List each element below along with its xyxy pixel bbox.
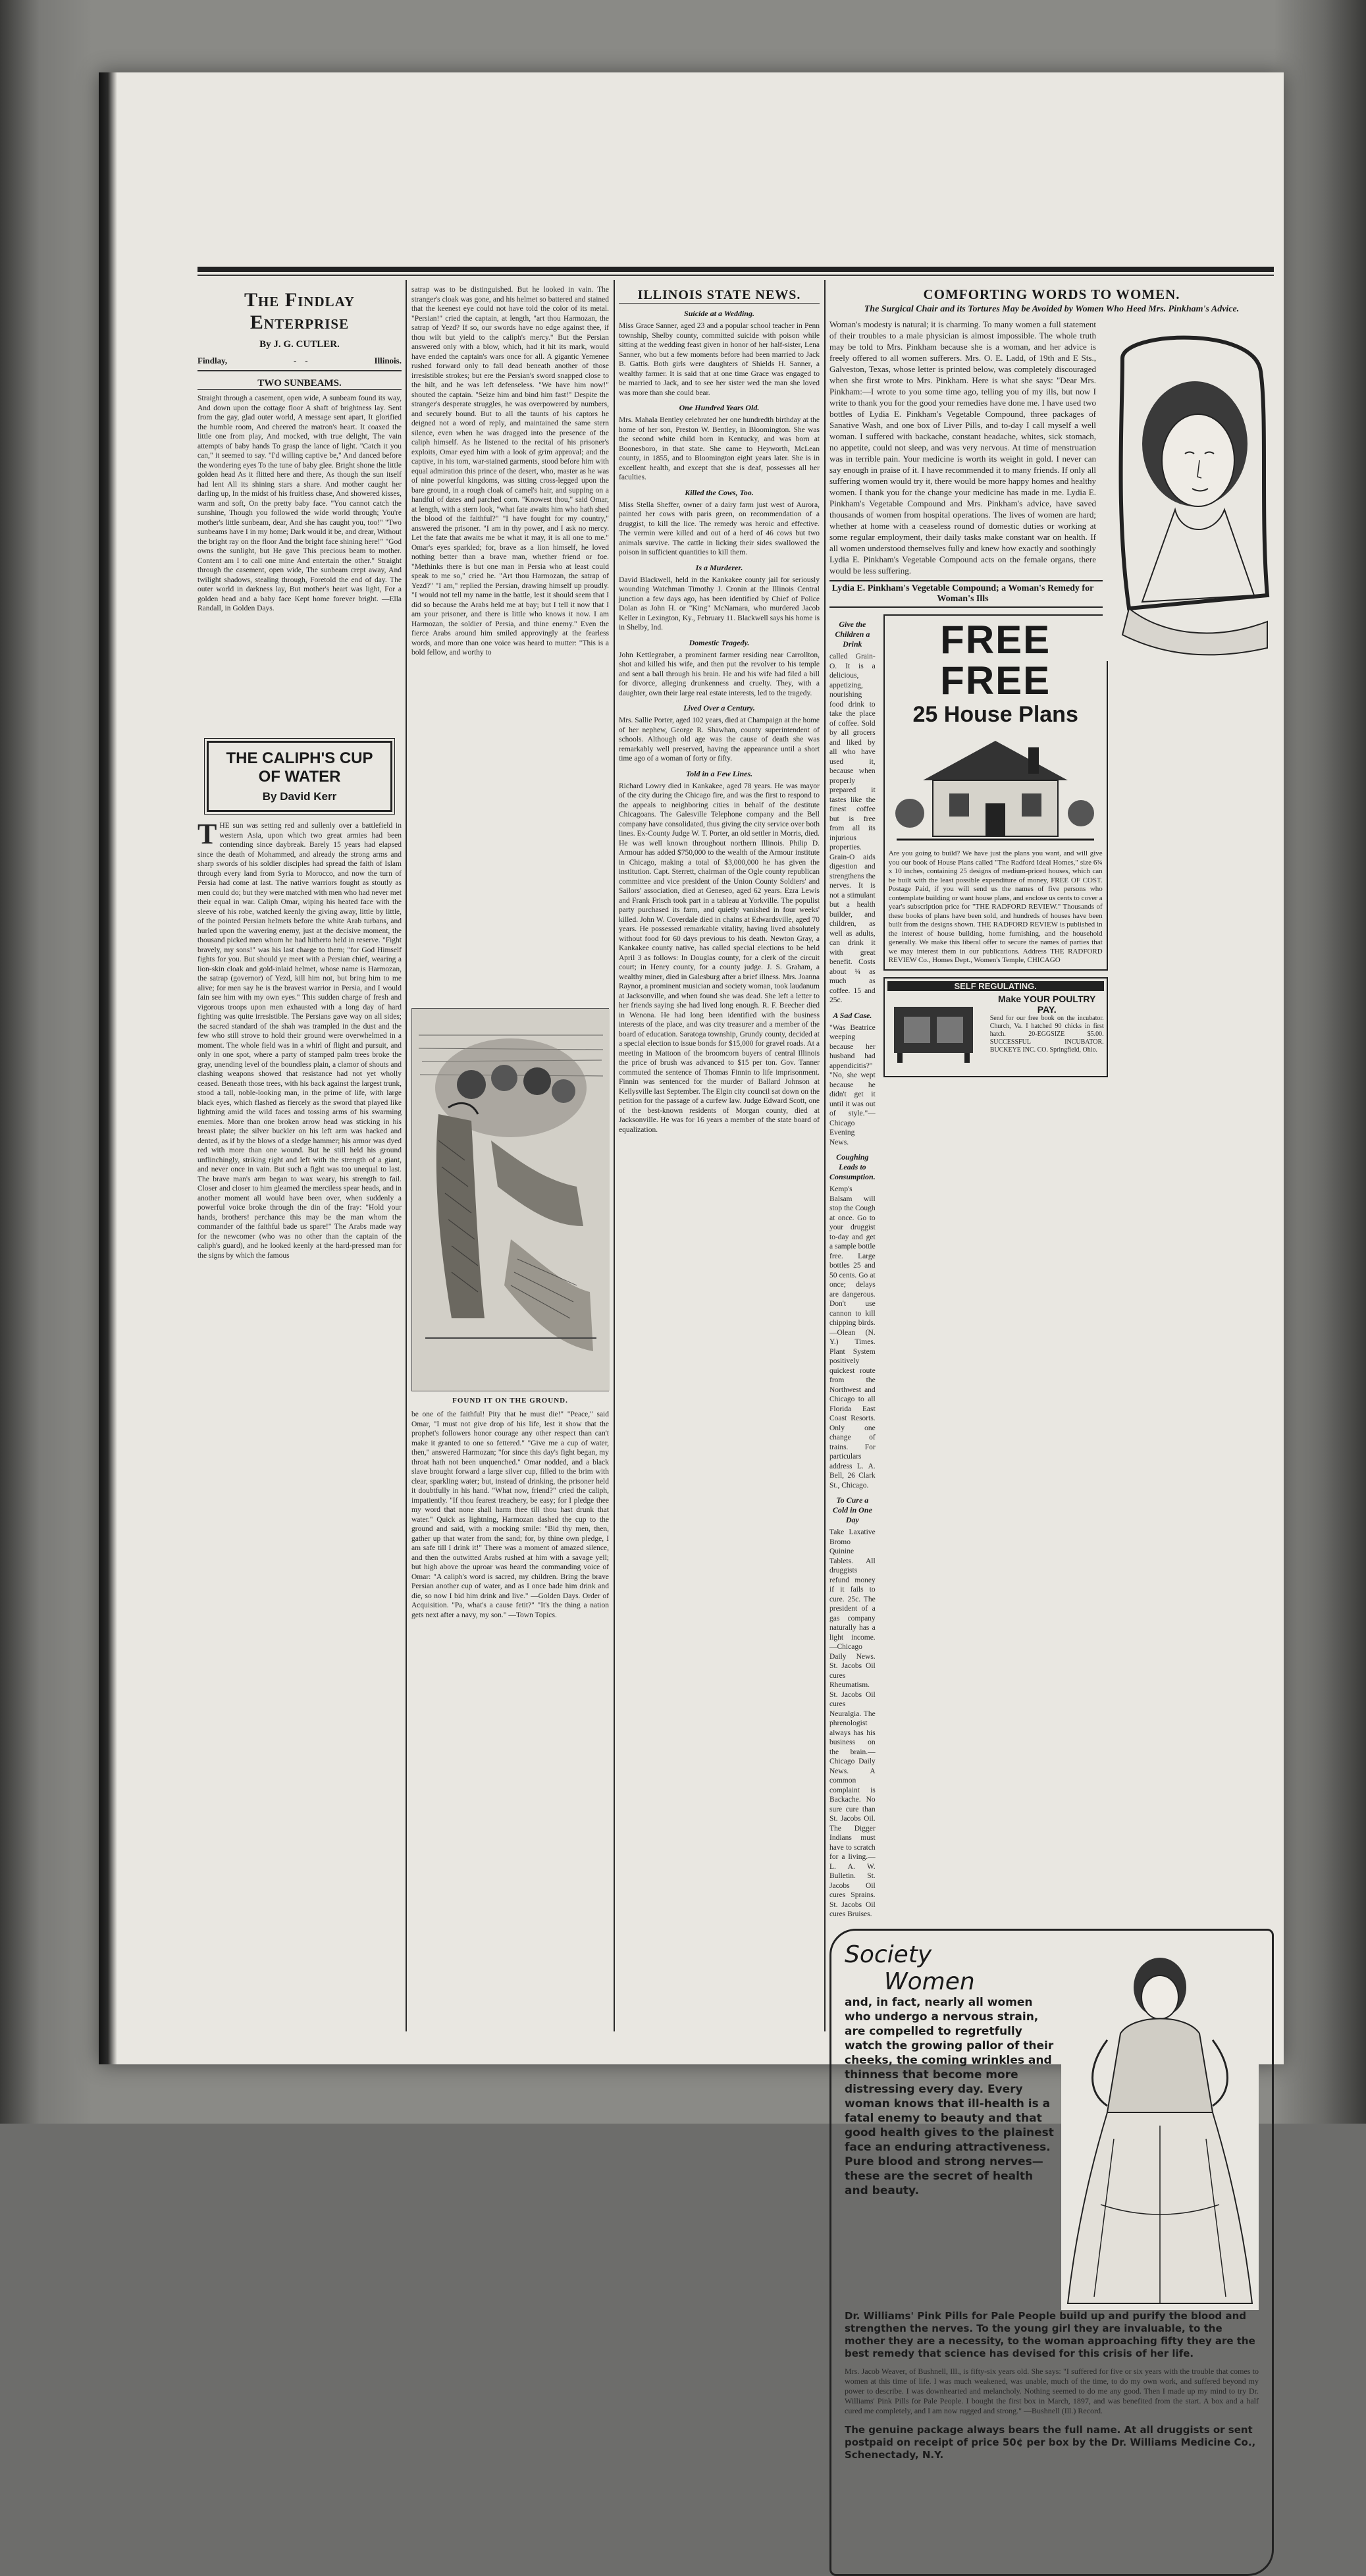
column-1 <box>197 285 402 2031</box>
news-body: John Kettlegraber, a prominent farmer residing near Carrollton, shot and killed his wife, and then put the revolver to his temple and sent a ball through his brain. He and his wife had filed a bill for divorce, alleging drunkenness and cruelty. They, with a daughter, own their large real estate interests, led to the tragedy. <box>619 651 820 697</box>
column-rule <box>406 280 407 2031</box>
news-body: David Blackwell, held in the Kankakee county jail for seriously wounding Watchman Timothy J. Cronin at the Illinois Central junction a few days ago, has been identified by Chief of Police Dolan as John H. or "King" McNamara, who murdered Jacob Keller in Lexington, Ky., February 11. Blackwell says his home is in Shelby, Ind. <box>619 576 820 631</box>
story-title-box <box>207 741 392 812</box>
news-headline: Told in a Few Lines. <box>685 768 753 778</box>
small-ads-column <box>829 614 876 1919</box>
incubator-make: Make YOUR POULTRY PAY. <box>998 993 1096 1015</box>
ad-headline: Give the Children a Drink <box>835 620 870 649</box>
society-title-1: Society <box>845 1941 932 1968</box>
page-frame <box>197 267 1274 2461</box>
news-body: Miss Grace Sanner, aged 23 and a popular school teacher in Penn township, Shelby county, committed suicide with poison while sitting at the wedding feast given in honor of her half-sister, Lena Sanner, who but a few moments before had been married to Jack B. Gattis. Both girls were daughters of Shields H. Sanner, a wealthy farmer. It is said that at one time Grace was engaged to be married to Jack, and to see her sister wed the man she loved was more than she could bear. <box>619 322 820 397</box>
pinkham-ad-title: COMFORTING WORDS TO WOMEN. <box>923 286 1180 302</box>
house-illustration <box>897 728 1094 846</box>
dateline-dashes: - - <box>293 356 308 365</box>
pinkham-ad-body <box>829 319 1274 576</box>
masthead-title: The Findlay Enterprise <box>244 289 355 333</box>
news-headline: Suicide at a Wedding. <box>684 309 754 318</box>
ad-body: Take Laxative Bromo Quinine Tablets. All druggists refund money if it fails to cure. 25c. The president of a gas company naturally has a light income.—Chicago Daily News. St. Jacobs Oil cures Rheumatism. St. Jacobs Oil cures Neuralgia. The phrenologist always has his business on the brain.—Chicago Daily News. A common complaint is Backache. No sure cure than St. Jacobs Oil. The Digger Indians must have to scratch for a living.—L. A. W. Bulletin. St. Jacobs Oil cures Sprains. St. Jacobs Oil cures Bruises. <box>829 1528 876 1918</box>
top-rule <box>197 267 1274 272</box>
ad-body: called Grain-O. It is a delicious, appetizing, nourishing food drink to take the place of coffee. Sold by all grocers and liked by all who have used it, because when properly prepared it tastes like the finest coffee but is free from all its injurious properties. Grain-O aids digestion and strengthens the nerves. It is not a stimulant but a health builder, and children, as well as adults, can drink it with great benefit. Costs about ¼ as much as coffee. 15 and 25c. <box>829 653 876 1004</box>
newspaper-page <box>99 72 1284 2461</box>
woman-portrait-illustration <box>1103 319 1274 661</box>
news-body: Miss Stella Sheffer, owner of a dairy farm just west of Aurora, painted her cows with paris green, on recommendation of a druggist, to kill the lice. The remedy was heroic and effective. The vermin were killed and out of a herd of 46 cows but two animals survive. The cattle in licking their sides swallowed the poison in sufficient quantities to kill them. <box>619 500 820 556</box>
news-item <box>619 638 820 699</box>
news-headline: Lived Over a Century. <box>683 703 755 712</box>
masthead-byline: By J. G. CUTLER. <box>259 339 340 350</box>
story-text-col1 <box>197 818 402 1822</box>
radford-text: Are you going to build? We have just the plans you want, and will give you our book of House Plans called "The Radford Ideal Homes," size 6¾ x 10 inches, containing 25 designs of medium-priced houses, which can be built with the least possible expenditure of money, FREE OF COST. Postage Paid, if you will send us the names of five persons who contemplate building or want house plans, and enclose us cents to cover a year's subscription price for "THE RADFORD REVIEW." Thousands of these books of plans have been sold, and hundreds of houses have been built from the designs shown. THE RADFORD REVIEW is published in the interest of house building, home furnishing, and the household generally. We make this liberal offer to secure the names of parties that we may interest them in our publications. Address THE RADFORD REVIEW Co., Homes Dept., Women's Temple, CHICAGO <box>888 849 1103 964</box>
news-item <box>619 703 820 764</box>
news-item <box>619 563 820 633</box>
society-footer: The genuine package always bears the full name. At all druggists or sent postpaid on receipt of price 50¢ per box by the Dr. Williams Medicine Co., Schenectady, N.Y. <box>845 2423 1256 2461</box>
poem-text: Straight through a casement, open wide, A sunbeam found its way, And down upon the cottage floor A shaft of brightness lay. Sent from the gay, glad outer world, A message sent apart, It glorified the humble room, And cheered the matron's heart. It coaxed the little one from play, And mocked, with true delight, The vain attempts of baby hands To grasp the lance of light. "Catch it you can," it seemed to say. "I'd willing captive be," And danced before the wondering eyes To the tune of baby glee. Bright shone the little golden head As it flitted here and there, As though the sun itself had lent All its shining stars a share. And mother caught her darling up, In the midst of his fruitless chase, And showered kisses, warm and soft, On the pretty baby face. "You cannot catch the sunshine, Though you followed the wide world through; You're mother's little sunbeam, dear, And she has caught you, too!" "Two sunbeams have I in my home; Dark would it be, and drear, Without the bright ray on the floor And the bright face shining here!" "God owns the sunlight, but He gave This precious beam to mother. Content am I to call one mine And entertain the other." Straight through the casement, open wide, The sunbeam crept away, And twilight shadows, stealing through, Foretold the end of day. The outer world in darkness lay, But mother's heart was light, For a golden head and a baby face Kept home forever bright. —Ella Randall, in Golden Days. <box>197 394 402 612</box>
pinkham-text: Woman's modesty is natural; it is charming. To many women a full statement of their troubles to a male physician is almost impossible. The whole truth may be told to Mrs. Pinkham because she is a woman, and her advice is freely offered to all women sufferers. Mrs. O. E. Ladd, of 19th and E Sts., Galveston, Texas, whose letter is printed below, was completely discouraged when she first wrote to Mrs. Pinkham. Here is what she says: "Dear Mrs. Pinkham:—I wrote to you some time ago, telling you of my ills, but now I write to thank you for the good your remedies have done me. I have used two bottles of Lydia E. Pinkham's Vegetable Compound, three packages of Sanative Wash, and one box of Liver Pills, and to-day I call myself a well woman. I suffered with backache, constant headache, whites, sick stomach, no appetite, could not sleep, and was very nervous. At time of menstruation was in terrible pain. Your medicine is worth its weight in gold. I never can say enough in praise of it. I have recommended it to many friends. If only all suffering women would try it, there would be more happy homes and healthy women. I thank you for the change your medicine has made in me. Lydia E. Pinkham's Vegetable Compound and Mrs. Pinkham's advice, have saved thousands of women from hospital operations. The lives of women are hard; whether at home with a ceaseless round of domestic duties or working at some regular employment, their daily tasks make constant war on health. If all women understood themselves fully and knew how exactly and soothingly Lydia E. Pinkham's Vegetable Compound acts on the female organs, there would be less suffering. <box>829 319 1096 576</box>
news-item <box>619 403 820 483</box>
ad-body: "Was Beatrice weeping because her husband had appendicitis?" "No, she wept because he didn't get it until it was out of style."—Chicago Evening News. <box>829 1023 876 1146</box>
society-lady-illustration <box>1061 1941 1259 2310</box>
news-item <box>619 769 820 1135</box>
news-body: Mrs. Mahala Bentley celebrated her one hundredth birthday at the home of her son, Preston W. Bentley, in Bloomington. She was the second white child born in Kentucky, and was born at Boonesboro, in that state. She came to Heyworth, McLean county, in 1855, and to Bloomington eight years later. She is in excellent health, and except that she is deaf, possesses all her faculties. <box>619 416 820 481</box>
society-testimonial: Mrs. Jacob Weaver, of Bushnell, Ill., is fifty-six years old. She says: "I suffered for five or six years with the trouble that comes to women at this time of life. I was much weakened, was unable, much of the time, to do my own work, and suffered beyond my power to describe. I was downhearted and melancholy. Nothing seemed to do me any good. Then I made up my mind to try Dr. Williams' Pink Pills for Pale People. I bought the first box in March, 1897, and was benefited from the start. A box and a half cured me completely, and I am now rugged and strong." —Bushnell (Ill.) Record. <box>845 2366 1259 2415</box>
illustration-caption: FOUND IT ON THE GROUND. <box>452 1397 568 1405</box>
column-rule <box>824 280 826 2031</box>
incubator-headline: SELF REGULATING. <box>887 981 1104 991</box>
radford-free-headline: FREE FREE <box>940 618 1051 703</box>
news-body: Richard Lowry died in Kankakee, aged 78 years. He was mayor of the city during the Chicago fire, and was the first to respond to the appeals to neighboring cities in behalf of the destitute Chicagoans. The Galesville Telephone company and the Bell company have consolidated, thus giving the city service over both lines. Ex-County Judge W. T. Porter, an old settler in Morris, died. He was well known throughout northern Illinois. Philip D. Armour has added $750,000 to the wealth of the Armour institute in Chicago, making a total of $3,000,000 he has given the institution. Capt. Sterrett, chairman of the Ogle county republican committee and vice president of the Union County Soldiers' and Sailors' association, died at Geneseo, aged 62 years. Ezra Lewis and Frank Frisch took part in a tableau at Yorkville. The populist party purchased its farm, and quietly vanished in four weeks' killed. John W. Coverdale died in chains at Edwardsville, aged 70 years. He possessed remarkable vitality, having lived absolutely without food for 60 days previous to his death. Newton Gray, a Kankakee county native, has called special elections to be held April 3 as follows: In Douglas county, for a clerk of the circuit court; in Henry county, for a county judge. J. S. Graham, a wealthy miner, died in Galesburg after a brief illness. Mrs. Joanna Raynor, a prominent musician and society woman, took laudanum at Jacksonville, and when found she was dead. She left a letter to her friends saying she had lived long enough. R. F. Beecher died in Wenona. He had long been identified with the business interests of the place, and was city treasurer and a member of the board of education. Saratoga township, Grundy county, decided at a special election to issue bonds for $15,000 for gravel roads. At a meeting in Mattoon of the broomcorn buyers of central Illinois the price of brush was advanced to $15 per ton. Gov. Tanner commuted the sentence of Thomas Finnin to life imprisonment. Finnin was sentenced for the murder of Ballard Johnson at Kellysville last September. The Elgin city council sat down on the petition for the passage of a curfew law. Judge Edward Scott, one of the best-known residents of Morgan county, died at Jacksonville. He was for 16 years a member of the state board of equalization. <box>619 782 820 1134</box>
ad-headline: To Cure a Cold in One Day <box>832 1495 872 1524</box>
incubator-text: Send for our free book on the incubator. Church, Va. I hatched 90 chicks in first hatch. 20-EGGSIZE $5.00. SUCCESSFUL INCUBATOR. BUCKEYE INC. CO. Springfield, Ohio. <box>989 1014 1104 1054</box>
news-headline: Killed the Cows, Too. <box>685 487 754 497</box>
society-pills: Dr. Williams' Pink Pills for Pale People build up and purify the blood and strengthen the nerves. To the young girl they are invaluable, to the mother they are a necessity, to the woman approaching fifty they are the best remedy that science has devised for this crisis of her life. <box>845 2309 1255 2359</box>
ad-body: Kemp's Balsam will stop the Cough at once. Go to your druggist to-day and get a sample bottle free. Large bottles 25 and 50 cents. Go at once; delays are dangerous. Don't use cannon to kill chipping birds.—Olean (N. Y.) Times. Plant System positively quickest route from the Northwest and Chicago to all Florida East Coast Resorts. Only one change of trains. For particulars address L. A. Bell, 26 Clark St., Chicago. <box>829 1185 876 1489</box>
masthead-place: Findlay, <box>197 356 228 365</box>
news-item <box>619 309 820 398</box>
column-3 <box>619 285 820 2031</box>
incubator-illustration <box>887 994 986 1066</box>
caliph-engraving <box>412 1009 610 1391</box>
column-2 <box>411 285 609 2031</box>
news-body: Mrs. Sallie Porter, aged 102 years, died at Champaign at the home of her nephew, George R. Shawhan, county superintendent of schools. Although old age was the cause of death she was remarkably well preserved, having the appearance until a short time ago of a woman of forty or fifty. <box>619 716 820 763</box>
drop-cap: T <box>197 818 217 850</box>
story-author: By David Kerr <box>262 790 337 803</box>
news-headline: Is a Murderer. <box>695 562 743 572</box>
story-text-col2: satrap was to be distinguished. But he looked in vain. The stranger's cloak was gone, and his helmet so battered and stained that the keenest eye could not have told the color of its metal. "Persian!" cried the captain, at length, "art thou Harmozan, the satrap of Yezd? If so, our swords have no edge against thee, if thou wilt but yield to the caliph's mercy." But the Persian answered only with a blow, which, had it hit its mark, would have ended the captain's wars once for all. A gigantic Yemenee rushed forward only to fall dead beneath another of those irresistible strokes; but ere the Persian's sword snapped close to the hilt, and he was left defenseless. "We have him now!" shouted the captain. "Seize him and bind him fast!" Despite the stranger's desperate struggles, he was overpowered by numbers, and securely bound. But to all the taunts of his captors he deigned not a word of reply, and maintained the same stern silence, even when he was dragged into the presence of the caliph himself. As he listened to the recital of his prisoner's exploits, Omar eyed him with a look of grim approval; and the captive, in his torn, war-stained garments, stood before him with equal admiration this prince of the desert, who, master as he was of nine powerful kingdoms, was sitting cross-legged upon the bare ground, in a rough cloak of camel's hair, and supping on a handful of dates and parched corn. "Knowest thou," said Omar, at length, with a stern look, "what fate awaits him who hath shed the blood of the faithful?" "I have fought for my country," answered the prisoner. "I am in thy power, and I ask no mercy. Let the fate that awaits me be what it may, it is all one to me." Omar's eyes sparkled; for, brave as a lion himself, he loved nothing better than a brave man, whether friend or foe. "Methinks there is but one man in Persia who at least could speak to me so," cried he. "Art thou Harmozan, the satrap of Yezd?" "I am," replied the Persian, drawing himself up proudly. "I would not tell my name in the battle, lest it should seem that I did so because the Arabs held me at bay; but I tell it now that I am your prisoner, and there is little who knows it now. I am Harmozan, the soldier of Persia, and thine enemy." Even the fierce Arabs around him smiled approvingly at the fearless words, and more than one voice was heard to mutter: "This is a bold fellow, and worthy to <box>411 286 609 657</box>
society-women-ad <box>829 1929 1274 2576</box>
story-body-col1: HE sun was setting red and sullenly over a battlefield in western Asia, upon which two great armies had been contending since daybreak. Barely 15 years had elapsed since the death of Mohammed, and already the strong arms and sharp swords of his soldier disciples had spread the faith of Islam through every land from Syria to Morocco, and now the turn of Persia had come at last. The native warriors fought as stoutly as men could do; but they were matched with men who had never met their equal in war. Caliph Omar, wiping his heated face with the sleeve of his robe, watched keenly the giving away, little by little, of the pointed Persian helmets before the white Arab turbans, and hurled upon the wavering enemy, just at the decisive moment, the thousand picked men whom he had hitherto held in reserve. "Fight bravely, my sons!" was his last charge to them; "for God Himself fights for you. But should ye meet with a Persian chief, wearing a lion-skin cloak and gold-inlaid helmet, whose name is Harmozan, the satrap (governor) of Yezd, kill him not, but bring him to me alive; for men say he is the bravest warrior in Persia, and I would fain see him with my own eyes." This sudden charge of fresh and vigorous troops upon men exhausted with a long day of hard fighting was quite irresistible. The Persians gave way on all sides; the sacred standard of the shah was trampled in the dust and the few who still strove to hold their ground were overwhelmed in a moment. The whole field was in a whirl of flight and pursuit, and only in one spot, where a party of stamped palm trees broke the gray, unending level of the boundless plain, a clamor of shouts and clashing weapons showed that resistance had not yet wholly ceased. Beneath those trees, with his back against the largest trunk, stood a tall, noble-looking man, in the prime of life, with large black eyes, which flashed as fiercely as the sword that played like lightning amid the wild faces and tossing arms of his swarming enemies. More than one broken arrow head was sticking in his breast plate; the silver buckler on his left arm was hacked and dented, as if by the blows of a sledge hammer; his armor was dyed red with more than one wound. But he still held his ground unflinchingly, striking right and left with the strength of a giant, and never once in vain. But such a fight was too unequal to last. The brave man's arm began to wax weary, his strength to fail. Closer and closer to him gleamed the merciless spear heads, and in another moment all would have been over, when suddenly a powerful voice broke through the din of the fray: "Hold your hands, brothers! perchance this may be the man whom the commander of the faithful bade us spare!" The Arabs made way for the newcomer (who was no other than the captain of the caliph's guard), and he looked keenly at the hard-pressed man for the signs by which the famous <box>197 822 402 1260</box>
poem-title: TWO SUNBEAMS. <box>197 378 402 390</box>
small-ads-row <box>829 614 1104 1919</box>
column-rule <box>614 280 615 2031</box>
radford-plans-headline: 25 House Plans <box>912 702 1078 727</box>
masthead-dateline <box>197 356 402 371</box>
pinkham-ad-subtitle: The Surgical Chair and its Tortures May be Avoided by Women Who Heed Mrs. Pinkham's Advice. <box>864 304 1240 314</box>
top-rule-thin <box>197 275 1274 276</box>
incubator-ad <box>883 977 1108 1077</box>
column-4-ads <box>829 285 1274 2461</box>
pinkham-footer: Lydia E. Pinkham's Vegetable Compound; a Woman's Remedy for Woman's Ills <box>829 580 1274 608</box>
masthead-state: Illinois. <box>374 356 402 365</box>
ad-headline: A Sad Case. <box>833 1010 872 1020</box>
news-headline: Domestic Tragedy. <box>689 637 750 647</box>
story-text-col2-cont: be one of the faithful! Pity that he must die!" "Peace," said Omar, "I must not give drop of his life, lest it show that the prophet's followers honor courage any other respect than can't make it granted to one so fettered." "Give me a cup of water, then," answered Harmozan; "for since this day's fight began, my throat hath not been unquenched." Omar nodded, and a black slave brought forward a large silver cup, filled to the brim with clear, sparkling water; but, instead of drinking, the prisoner held it doubtfully in his hand. "What now, friend?" cried the caliph, impatiently. "If thou fearest treachery, be easy; for I pledge thee my word that none shall harm thee till thou hast drunk that water." Quick as lightning, Harmozan dashed the cup to the ground and said, with a mocking smile: "Bid thy men, then, gather up that water from the sand; for, by thine own pledge, I am safe till I drink it!" There was a moment of amazed silence, and then the outwitted Arabs rushed at him with a savage yell; but high above the uproar was heard the commanding voice of Omar: "A caliph's word is sacred, my children. Bring the brave Persian another cup of water, and as I once bade him drink and die, so now I bid him drink and live." —Golden Days. Order of Acquisition. "Pa, what's a cause fetit?" "It's the thing a nation gets next after a navy, my son." —Town Topics. <box>411 1410 609 1619</box>
story-illustration <box>411 1008 609 1391</box>
radford-ad <box>883 614 1108 971</box>
news-headline: One Hundred Years Old. <box>679 403 760 412</box>
illinois-news-title: ILLINOIS STATE NEWS. <box>619 288 820 304</box>
story-title: THE CALIPH'S CUP OF WATER <box>226 749 373 786</box>
society-body: and, in fact, nearly all women who undergo a nervous strain, are compelled to regretfully watch the growing pallor of their cheeks, the coming wrinkles and thinness that become more distressing every day. Every woman knows that ill-health is a fatal enemy to beauty and that good health gives to the plainest face an enduring attractiveness. Pure blood and strong nerves—these are the secret of health and beauty. <box>845 1995 1054 2197</box>
society-title-2: Women <box>884 1968 975 1995</box>
ad-headline: Coughing Leads to Consumption. <box>829 1152 876 1181</box>
right-ads-column <box>883 614 1108 1919</box>
news-item <box>619 488 820 558</box>
